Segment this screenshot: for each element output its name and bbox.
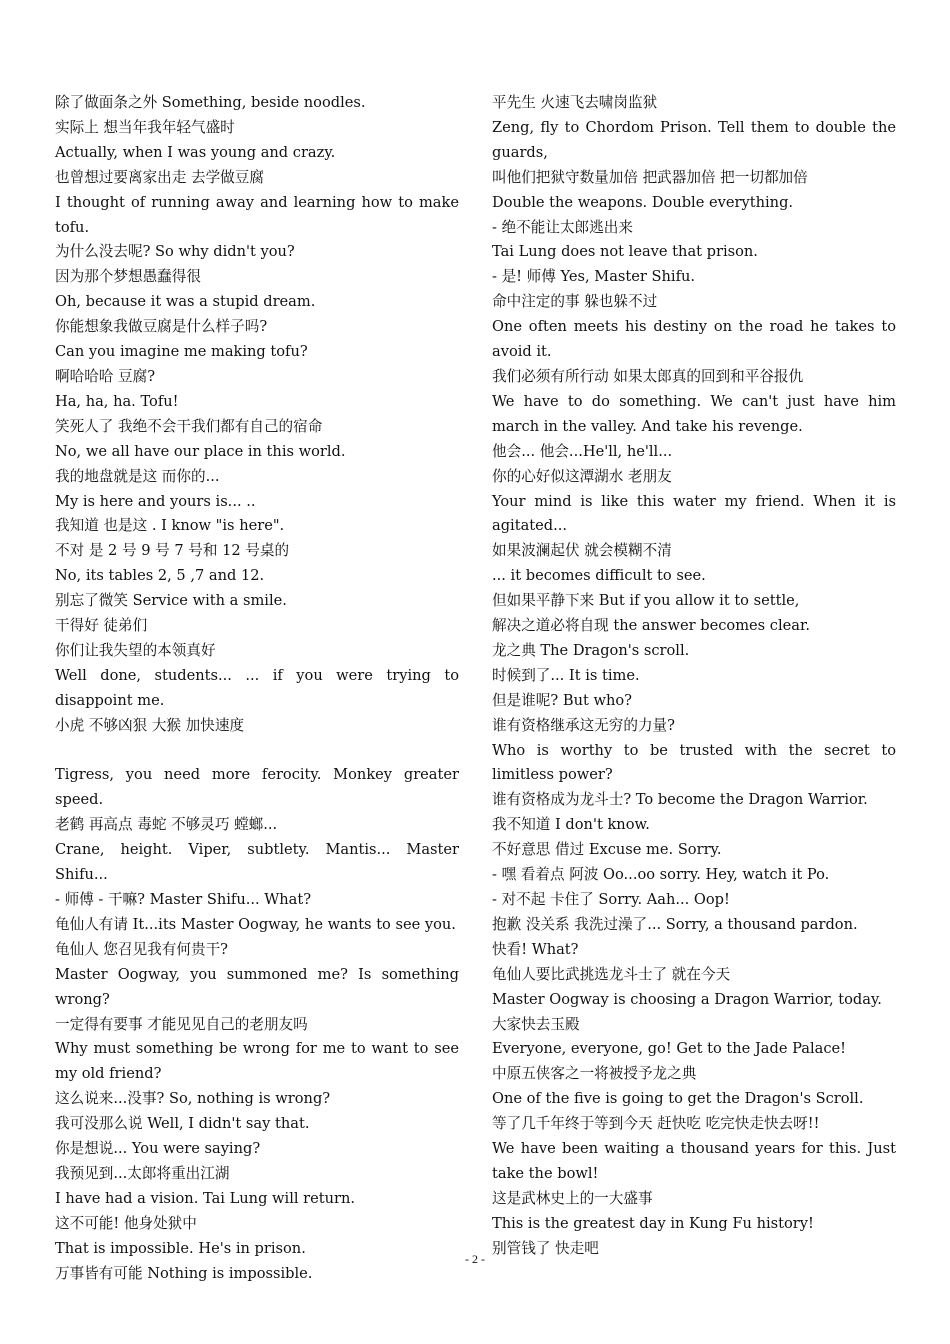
- subtitle-line: 除了做面条之外 Something, beside noodles.: [55, 94, 366, 111]
- subtitle-line: 我可没那么说 Well, I didn't say that.: [55, 1115, 310, 1133]
- subtitle-line: Well done, students... ... if you were trying to disappoint me.: [55, 666, 459, 709]
- subtitle-line: 快看! What?: [492, 940, 579, 958]
- subtitle-line: 龟仙人有请 It...its Master Oogway, he wants to see you.: [55, 915, 456, 933]
- subtitle-line: I thought of running away and learning how to make tofu.: [55, 193, 459, 236]
- subtitle-line: 一定得有要事 才能见见自己的老朋友吗: [55, 1015, 308, 1033]
- subtitle-line: Tigress, you need more ferocity. Monkey greater speed.: [55, 766, 459, 809]
- left-column: [55, 91, 459, 1286]
- subtitle-line: 别管钱了 快走吧: [492, 1239, 599, 1257]
- subtitle-line: 因为那个梦想愚蠢得很: [55, 268, 201, 286]
- subtitle-line: 龙之典 The Dragon's scroll.: [492, 641, 690, 659]
- subtitle-line: Everyone, everyone, go! Get to the Jade Palace!: [492, 1040, 847, 1058]
- subtitle-line: 老鹤 再高点 毒蛇 不够灵巧 螳螂...: [55, 816, 278, 834]
- subtitle-line: Crane, height. Viper, subtlety. Mantis... Master Shifu...: [55, 841, 459, 884]
- subtitle-line: Zeng, fly to Chordom Prison. Tell them to double the guards,: [492, 118, 896, 161]
- subtitle-line: 你是想说... You were saying?: [55, 1140, 261, 1158]
- subtitle-line: I have had a vision. Tai Lung will return.: [55, 1189, 356, 1207]
- subtitle-line: 笑死人了 我绝不会干我们都有自己的宿命: [55, 417, 323, 435]
- subtitle-line: 大家快去玉殿: [492, 1015, 580, 1033]
- subtitle-line: 也曾想过要离家出走 去学做豆腐: [55, 168, 264, 186]
- subtitle-line: ... it becomes difficult to see.: [492, 567, 706, 585]
- subtitle-line: Oh, because it was a stupid dream.: [55, 293, 316, 311]
- subtitle-line: 但如果平静下来 But if you allow it to settle,: [492, 592, 800, 610]
- subtitle-line: 为什么没去呢? So why didn't you?: [55, 243, 295, 261]
- subtitle-line: 不对 是 2 号 9 号 7 号和 12 号桌的: [55, 542, 290, 560]
- subtitle-line: Why must something be wrong for me to want to see my old friend?: [55, 1040, 459, 1083]
- subtitle-line: 时候到了... It is time.: [492, 666, 640, 684]
- subtitle-line: 但是谁呢? But who?: [492, 691, 632, 709]
- blank-line: [55, 739, 459, 764]
- subtitle-line: My is here and yours is... ..: [55, 492, 256, 510]
- subtitle-line: - 嘿 看着点 阿波 Oo...oo sorry. Hey, watch it Po.: [492, 866, 830, 884]
- subtitle-line: No, its tables 2, 5 ,7 and 12.: [55, 567, 265, 585]
- subtitle-line: 平先生 火速飞去啸岗监狱: [492, 94, 658, 111]
- subtitle-line: 别忘了微笑 Service with a smile.: [55, 592, 287, 610]
- subtitle-line: 小虎 不够凶狠 大猴 加快速度: [55, 716, 245, 734]
- subtitle-line: 我们必须有所行动 如果太郎真的回到和平谷报仇: [492, 367, 804, 385]
- subtitle-line: Actually, when I was young and crazy.: [55, 143, 336, 161]
- subtitle-line: - 是! 师傅 Yes, Master Shifu.: [492, 268, 696, 286]
- subtitle-line: 你们让我失望的本领真好: [55, 641, 216, 659]
- subtitle-line: 命中注定的事 躲也躲不过: [492, 293, 658, 311]
- subtitle-line: 谁有资格成为龙斗士? To become the Dragon Warrior.: [492, 791, 868, 809]
- subtitle-line: - 对不起 卡住了 Sorry. Aah... Oop!: [492, 891, 730, 908]
- subtitle-line: 抱歉 没关系 我洗过澡了... Sorry, a thousand pardon.: [492, 915, 858, 933]
- subtitle-line: Your mind is like this water my friend. When it is agitated...: [492, 492, 896, 535]
- subtitle-line: 我的地盘就是这 而你的...: [55, 467, 220, 485]
- subtitle-line: 你的心好似这潭湖水 老朋友: [492, 467, 672, 485]
- subtitle-line: Can you imagine me making tofu?: [55, 343, 308, 361]
- subtitle-line: We have to do something. We can't just have him march in the valley. And take his revenge.: [492, 392, 896, 435]
- subtitle-line: 谁有资格继承这无穷的力量?: [492, 716, 675, 734]
- subtitle-line: 实际上 想当年我年轻气盛时: [55, 118, 235, 136]
- subtitle-line: 叫他们把狱守数量加倍 把武器加倍 把一切都加倍: [492, 168, 808, 186]
- subtitle-line: 这不可能! 他身处狱中: [55, 1214, 197, 1232]
- subtitle-line: Master Oogway is choosing a Dragon Warrior, today.: [492, 990, 882, 1008]
- subtitle-line: Master Oogway, you summoned me? Is something wrong?: [55, 965, 459, 1008]
- page-number: - 2 -: [465, 1252, 485, 1266]
- subtitle-line: 干得好 徒弟们: [55, 617, 148, 635]
- subtitle-line: No, we all have our place in this world.: [55, 442, 346, 460]
- subtitle-line: 如果波澜起伏 就会模糊不清: [492, 542, 672, 560]
- subtitle-line: 我预见到...太郎将重出江湖: [55, 1164, 230, 1182]
- subtitle-line: 你能想象我做豆腐是什么样子吗?: [55, 318, 268, 336]
- subtitle-line: 中原五侠客之一将被授予龙之典: [492, 1065, 697, 1083]
- subtitle-line: 他会... 他会...He'll, he'll...: [492, 442, 673, 460]
- subtitle-line: 龟仙人要比武挑选龙斗士了 就在今天: [492, 965, 731, 983]
- subtitle-line: One often meets his destiny on the road he takes to avoid it.: [492, 318, 896, 361]
- subtitle-line: That is impossible. He's in prison.: [55, 1239, 306, 1257]
- subtitle-line: Ha, ha, ha. Tofu!: [55, 392, 179, 410]
- subtitle-line: 这是武林史上的一大盛事: [492, 1189, 653, 1207]
- subtitle-line: 我知道 也是这 . I know "is here".: [55, 517, 285, 535]
- subtitle-line: Who is worthy to be trusted with the secret to limitless power?: [492, 741, 896, 784]
- subtitle-line: - 绝不能让太郎逃出来: [492, 218, 633, 236]
- subtitle-line: 解决之道必将自现 the answer becomes clear.: [492, 617, 810, 635]
- subtitle-line: - 师傅 - 干嘛? Master Shifu... What?: [55, 890, 312, 908]
- subtitle-line: One of the five is going to get the Dragon's Scroll.: [492, 1090, 864, 1108]
- subtitle-line: Double the weapons. Double everything.: [492, 193, 794, 211]
- subtitle-line: 这么说来...没事? So, nothing is wrong?: [55, 1090, 331, 1108]
- subtitle-line: 不好意思 借过 Excuse me. Sorry.: [492, 841, 722, 859]
- subtitle-line: This is the greatest day in Kung Fu history!: [492, 1214, 814, 1232]
- subtitle-line: 万事皆有可能 Nothing is impossible.: [55, 1264, 313, 1282]
- right-column: [492, 91, 896, 1262]
- subtitle-line: 啊哈哈哈 豆腐?: [55, 367, 156, 385]
- subtitle-line: 龟仙人 您召见我有何贵干?: [55, 940, 228, 958]
- subtitle-line: Tai Lung does not leave that prison.: [492, 243, 758, 261]
- subtitle-line: 等了几千年终于等到今天 赶快吃 吃完快走快去呀!!: [492, 1115, 820, 1133]
- subtitle-line: We have been waiting a thousand years for this. Just take the bowl!: [492, 1140, 896, 1182]
- subtitle-line: 我不知道 I don't know.: [492, 816, 650, 834]
